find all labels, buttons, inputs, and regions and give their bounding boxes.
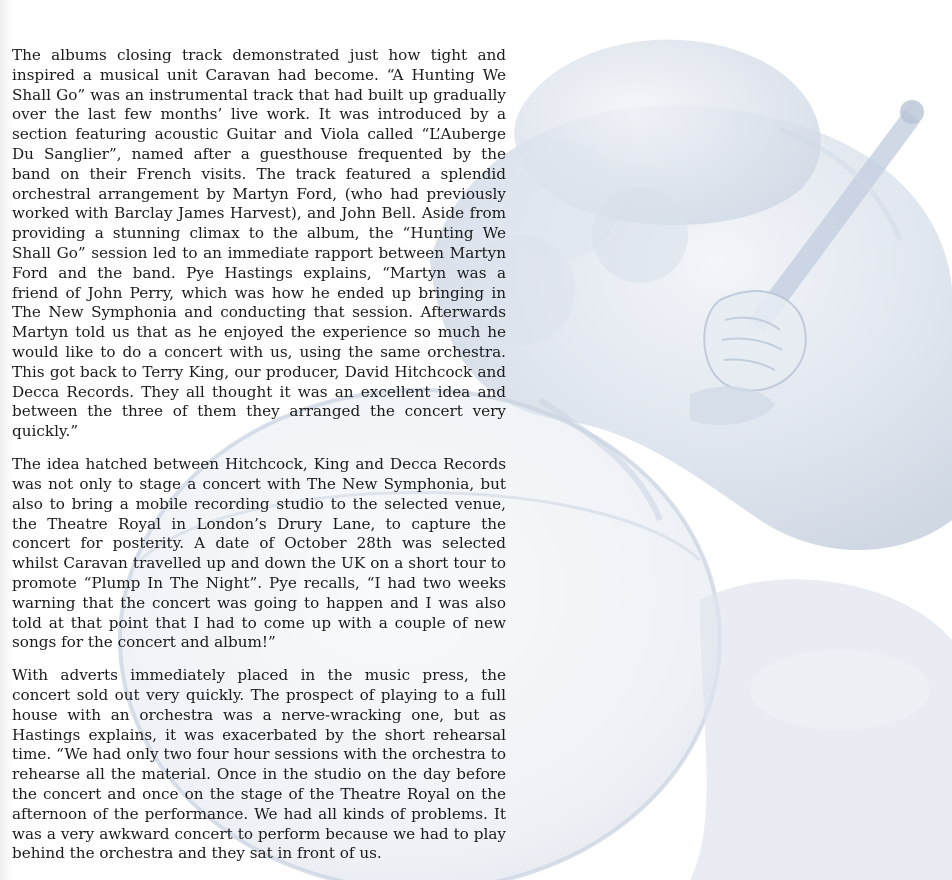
article-text bbox=[12, 46, 506, 877]
paragraph-rehearsal-problems: With adverts immediately placed in the music press, the concert sold out very quickly. The prospect of playing to a full house with an orchestra was a nerve-wracking one, but as Hastings explains, it was exacerbated by the short rehearsal time. “We had only two four hour sessions with the orchestra to rehearse all the material. Once in the studio on the day before the concert and once on the stage of the Theatre Royal on the afternoon of the performance. We had all kinds of problems. It was a very awkward concert to perform because we had to play behind the orchestra and they sat in front of us. bbox=[12, 666, 506, 863]
paragraph-theatre-royal-concert: The idea hatched between Hitchcock, King and Decca Records was not only to stage a concert with The New Symphonia, but also to bring a mobile recording studio to the selected venue, the Theatre Royal in London’s Drury Lane, to capture the concert for posterity. A date of October 28th was selected whilst Caravan travelled up and down the UK on a short tour to promote “Plump In The Night”. Pye recalls, “I had two weeks warning that the concert was going to happen and I was also told at that point that I had to come up with a couple of new songs for the concert and album!” bbox=[12, 455, 506, 652]
paragraph-hunting-we-shall-go: The albums closing track demonstrated just how tight and inspired a musical unit Caravan had become. “A Hunting We Shall Go” was an instrumental track that had built up gradually over the last few months’ live work. It was introduced by a section featuring acoustic Guitar and Viola called “L’Auberge Du Sanglier”, named after a guesthouse frequented by the band on their French visits. The track featured a splendid orchestral arrangement by Martyn Ford, (who had previously worked with Barclay James Harvest), and John Bell. Aside from providing a stunning climax to the album, the “Hunting We Shall Go” session led to an immediate rapport between Martyn Ford and the band. Pye Hastings explains, “Martyn was a friend of John Perry, which was how he ended up bringing in The New Symphonia and conducting that session. Afterwards Martyn told us that as he enjoyed the experience so much he would like to do a concert with us, using the same orchestra. This got back to Terry King, our producer, David Hitchcock and Decca Records. They all thought it was an excellent idea and between the three of them they arranged the concert very quickly.” bbox=[12, 46, 506, 441]
cymbal-shape bbox=[690, 579, 952, 880]
